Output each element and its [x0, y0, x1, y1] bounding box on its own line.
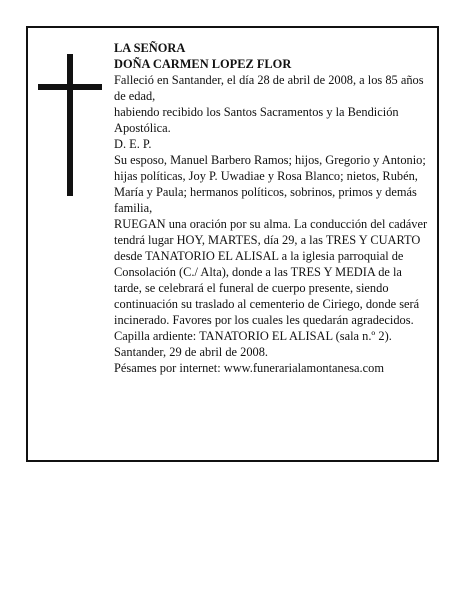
death-announcement: Falleció en Santander, el día 28 de abril de 2008, a los 85 años de edad,	[114, 73, 424, 103]
notice-title: LA SEÑORA	[114, 41, 186, 55]
deceased-name: DOÑA CARMEN LOPEZ FLOR	[114, 57, 292, 71]
funeral-details: RUEGAN una oración por su alma. La conducción del cadáver tendrá lugar HOY, MARTES, día 29, a las TRES Y CUARTO desde TANATORIO EL ALISAL a la iglesia parroquial de Consolación (C./ Alta), donde a las TRES Y MEDIA de la tarde, se celebrará el funeral de cuerpo presente, siendo continuación su traslado al cementerio de Ciriego, donde será incinerado. Favores por los cuales les quedarán agradecidos. Capilla ardiente: TANATORIO EL ALISAL (sala n.º 2).	[114, 217, 428, 343]
family-line: Su esposo, Manuel Barbero Ramos; hijos, Gregorio y Antonio; hijas políticas, Joy P. Uwadiae y Rosa Blanco; nietos, Rubén, María y Paula; hermanos políticos, sobrinos, primos y demás familia,	[114, 153, 426, 215]
cross-icon	[38, 54, 102, 196]
sacraments-line: habiendo recibido los Santos Sacramentos y la Bendición Apostólica.	[114, 105, 399, 135]
obituary-text	[114, 40, 430, 376]
date-line: Santander, 29 de abril de 2008.	[114, 345, 268, 359]
dep-line: D. E. P.	[114, 137, 152, 151]
obituary-notice	[26, 26, 439, 462]
condolences-line: Pésames por internet: www.funerarialamontanesa.com	[114, 361, 384, 375]
